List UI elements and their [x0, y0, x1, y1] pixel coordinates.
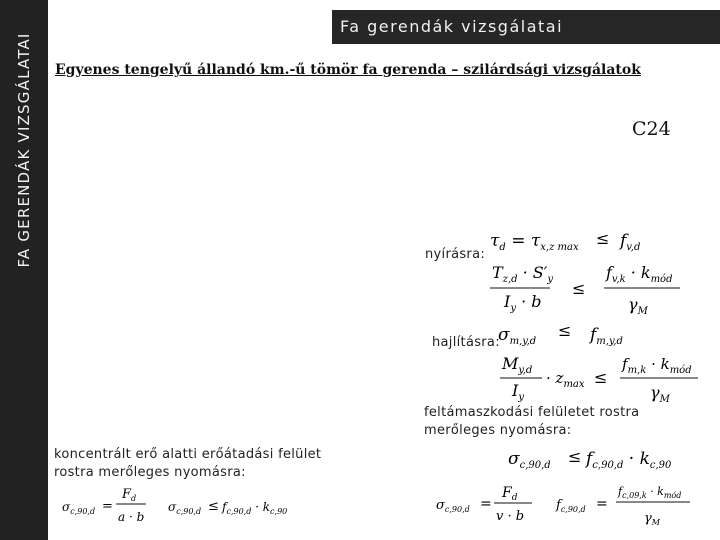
shear-formula-2 — [488, 260, 688, 324]
support-formula-1 — [508, 446, 698, 478]
svg-text:≤: ≤ — [208, 499, 219, 514]
svg-text:γM: $\gamma_M$ — [644, 511, 660, 527]
svg-text:fv,k · kmód: $f_{v,k} \cdot k_{mód}$ — [606, 263, 673, 285]
slide-subtitle: Egyenes tengelyű állandó km.-ű tömör fa gerenda – szilárdsági vizsgálatok — [55, 62, 641, 78]
bending-label: hajlításra: — [432, 335, 500, 350]
svg-text:Iy: $I_y$ — [512, 381, 524, 403]
svg-text:v · b: v · b — [496, 509, 525, 524]
svg-text:fm,k · kmód: $f_{m,k} \cdot k_{mód}$ — [622, 355, 692, 376]
svg-text:γM: $\gamma_M$ — [650, 383, 670, 405]
point-load-formula — [62, 484, 322, 538]
bending-formula-2 — [498, 352, 708, 412]
strength-class-label: C24 — [632, 118, 671, 140]
slide-title: Fa gerendák vizsgálatai — [340, 17, 564, 36]
support-formula-2 — [436, 482, 706, 536]
shear-label: nyírásra: — [425, 247, 486, 262]
svg-text:σm,y,d: $\sigma_{m,y,d}$ — [498, 325, 537, 347]
svg-text:=: = — [480, 496, 492, 512]
svg-text:My,d: $M_{y,d}$ — [502, 354, 533, 376]
svg-text:a · b: a · b — [118, 510, 145, 524]
svg-text:≤: ≤ — [572, 279, 586, 298]
svg-text:fc,09,k · kmód: $f_{c,09,k} \cdot k_{mód}$ — [618, 485, 682, 500]
svg-text:Iy · b: $I_y \cdot b$ — [504, 292, 542, 314]
svg-text:Fd: $F_d$ — [122, 487, 137, 503]
svg-text:fm,y,d: $f_{m,y,d}$ — [590, 325, 623, 347]
svg-text:fc,90,d · kc,90: $f_{c,90,d} \cdot k_{c,90}$ — [586, 449, 672, 471]
svg-text:≤: ≤ — [568, 447, 582, 466]
svg-text:τd = τx,z max: $\tau_d = \tau_{x,z max}$ — [490, 231, 579, 253]
svg-text:σc,90,d: $\sigma_{c,90,d}$ — [168, 500, 202, 516]
svg-text:≤: ≤ — [594, 368, 608, 387]
svg-text:σc,90,d: $\sigma_{c,90,d}$ — [508, 449, 551, 471]
bending-formula-1 — [498, 322, 678, 354]
sidebar-title: FA GERENDÁK VIZSGÁLATAI — [15, 32, 33, 268]
svg-text:Tz,d · S′y: $T_{z,d} \cdot S'_y$ — [492, 263, 554, 285]
svg-text:=: = — [596, 496, 608, 512]
sidebar — [0, 0, 48, 540]
point-load-label: koncentrált erő alatti erőátadási felület rostra merőleges nyomásra: — [54, 447, 322, 480]
svg-text:fv,d: $f_{v,d}$ — [620, 231, 641, 253]
support-bearing-label: feltámaszkodási felületet rostra merőleges nyomásra: — [424, 405, 640, 438]
svg-text:fc,90,d · kc,90: $f_{c,90,d} \cdot k_{c,90}$ — [222, 500, 288, 516]
svg-text:Fd: $F_d$ — [502, 485, 518, 503]
svg-text:fc,90,d: $f_{c,90,d}$ — [556, 498, 586, 514]
svg-text:σc,90,d: $\sigma_{c,90,d}$ — [62, 500, 96, 516]
svg-text:≤: ≤ — [596, 229, 610, 248]
header-bar — [332, 10, 720, 44]
svg-text:≤: ≤ — [558, 321, 572, 340]
shear-formula-1 — [490, 228, 660, 260]
svg-text:· zmax: · $z_{max}$ — [546, 369, 585, 390]
svg-text:γM: $\gamma_M$ — [628, 295, 648, 317]
svg-text:=: = — [102, 499, 113, 514]
svg-text:σc,90,d: $\sigma_{c,90,d}$ — [436, 498, 470, 514]
